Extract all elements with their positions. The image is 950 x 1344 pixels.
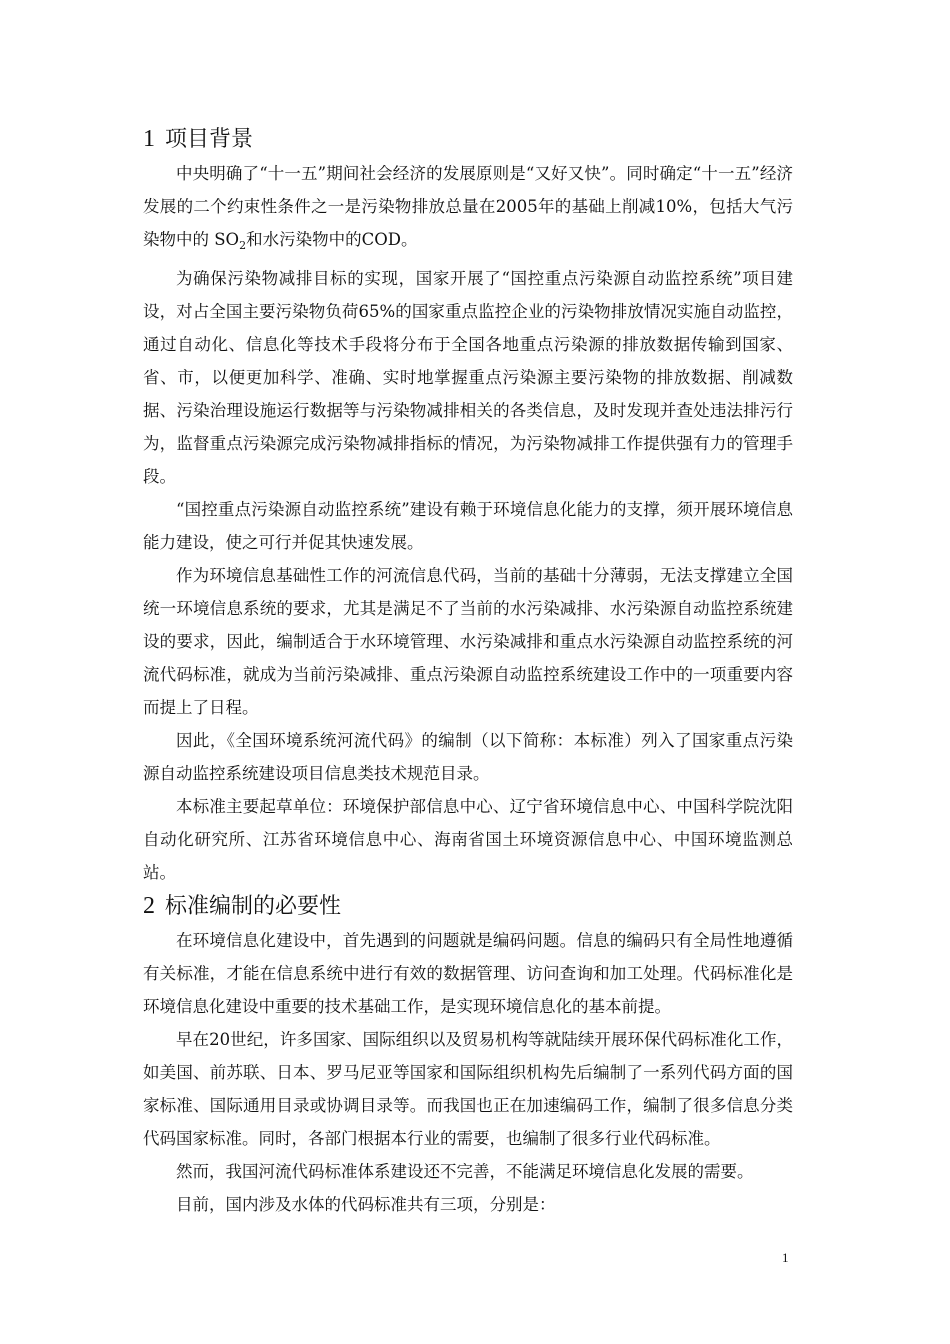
document-body [143,122,793,1221]
paragraph: 目前，国内涉及水体的代码标准共有三项，分别是： [176,1195,556,1214]
section-2-number: 2 [143,893,155,919]
section-2-title: 标准编制的必要性 [165,894,342,919]
section-2-heading [143,889,793,924]
paragraph [143,157,793,262]
paragraph: 然而，我国河流代码标准体系建设还不完善，不能满足环境信息化发展的需要。 [176,1162,754,1181]
paragraph-tail: 和水污染物中的COD。 [246,230,418,249]
paragraph: 早在20世纪，许多国家、国际组织以及贸易机构等就陆续开展环保代码标准化工作，如美国、前苏联、日本、罗马尼亚等国家和国际组织机构先后编制了一系列代码方面的国家标准、国际通用目录或协调目录等。而我国也正在加速编码工作，编制了很多信息分类代码国家标准。同时，各部门根据本行业的需要，也编制了很多行业代码标准。 [143,1030,793,1148]
page-number: 1 [782,1250,789,1265]
subscript-2: 2 [239,239,247,252]
paragraph: 为确保污染物减排目标的实现，国家开展了“国控重点污染源自动监控系统”项目建设，对占全国主要污染物负荷65%的国家重点监控企业的污染物排放情况实施自动监控，通过自动化、信息化等技术手段将分布于全国各地重点污染源的排放数据传输到国家、省、市，以便更加科学、准确、实时地掌握重点污染源主要污染物的排放数据、削减数据、污染治理设施运行数据等与污染物减排相关的各类信息，及时发现并查处违法排污行为，监督重点污染源完成污染物减排指标的情况，为污染物减排工作提供强有力的管理手段。 [143,269,793,486]
paragraph-text: 中央明确了“十一五”期间社会经济的发展原则是“又好又快”。同时确定“十一五”经济发展的二个约束性条件之一是污染物排放总量在2005年的基础上削减10%，包括大气污染物中的 [143,164,793,249]
section-1-title: 项目背景 [165,127,254,152]
paragraph: “国控重点污染源自动监控系统”建设有赖于环境信息化能力的支撑，须开展环境信息能力建设，使之可行并促其快速发展。 [143,500,793,552]
paragraph: 本标准主要起草单位：环境保护部信息中心、辽宁省环境信息中心、中国科学院沈阳自动化研究所、江苏省环境信息中心、海南省国土环境资源信息中心、中国环境监测总站。 [143,797,793,882]
paragraph: 作为环境信息基础性工作的河流信息代码，当前的基础十分薄弱，无法支撑建立全国统一环境信息系统的要求，尤其是满足不了当前的水污染减排、水污染源自动监控系统建设的要求，因此，编制适合于水环境管理、水污染减排和重点水污染源自动监控系统的河流代码标准，就成为当前污染减排、重点污染源自动监控系统建设工作中的一项重要内容而提上了日程。 [143,566,793,717]
so2-formula [214,230,247,252]
section-1-heading [143,122,793,157]
paragraph: 因此，《全国环境系统河流代码》的编制（以下简称：本标准）列入了国家重点污染源自动监控系统建设项目信息类技术规范目录。 [143,731,793,783]
so-text: SO [214,230,240,249]
section-1-number: 1 [143,126,155,152]
paragraph: 在环境信息化建设中，首先遇到的问题就是编码问题。信息的编码只有全局性地遵循有关标准，才能在信息系统中进行有效的数据管理、访问查询和加工处理。代码标准化是环境信息化建设中重要的技术基础工作，是实现环境信息化的基本前提。 [143,931,793,1016]
